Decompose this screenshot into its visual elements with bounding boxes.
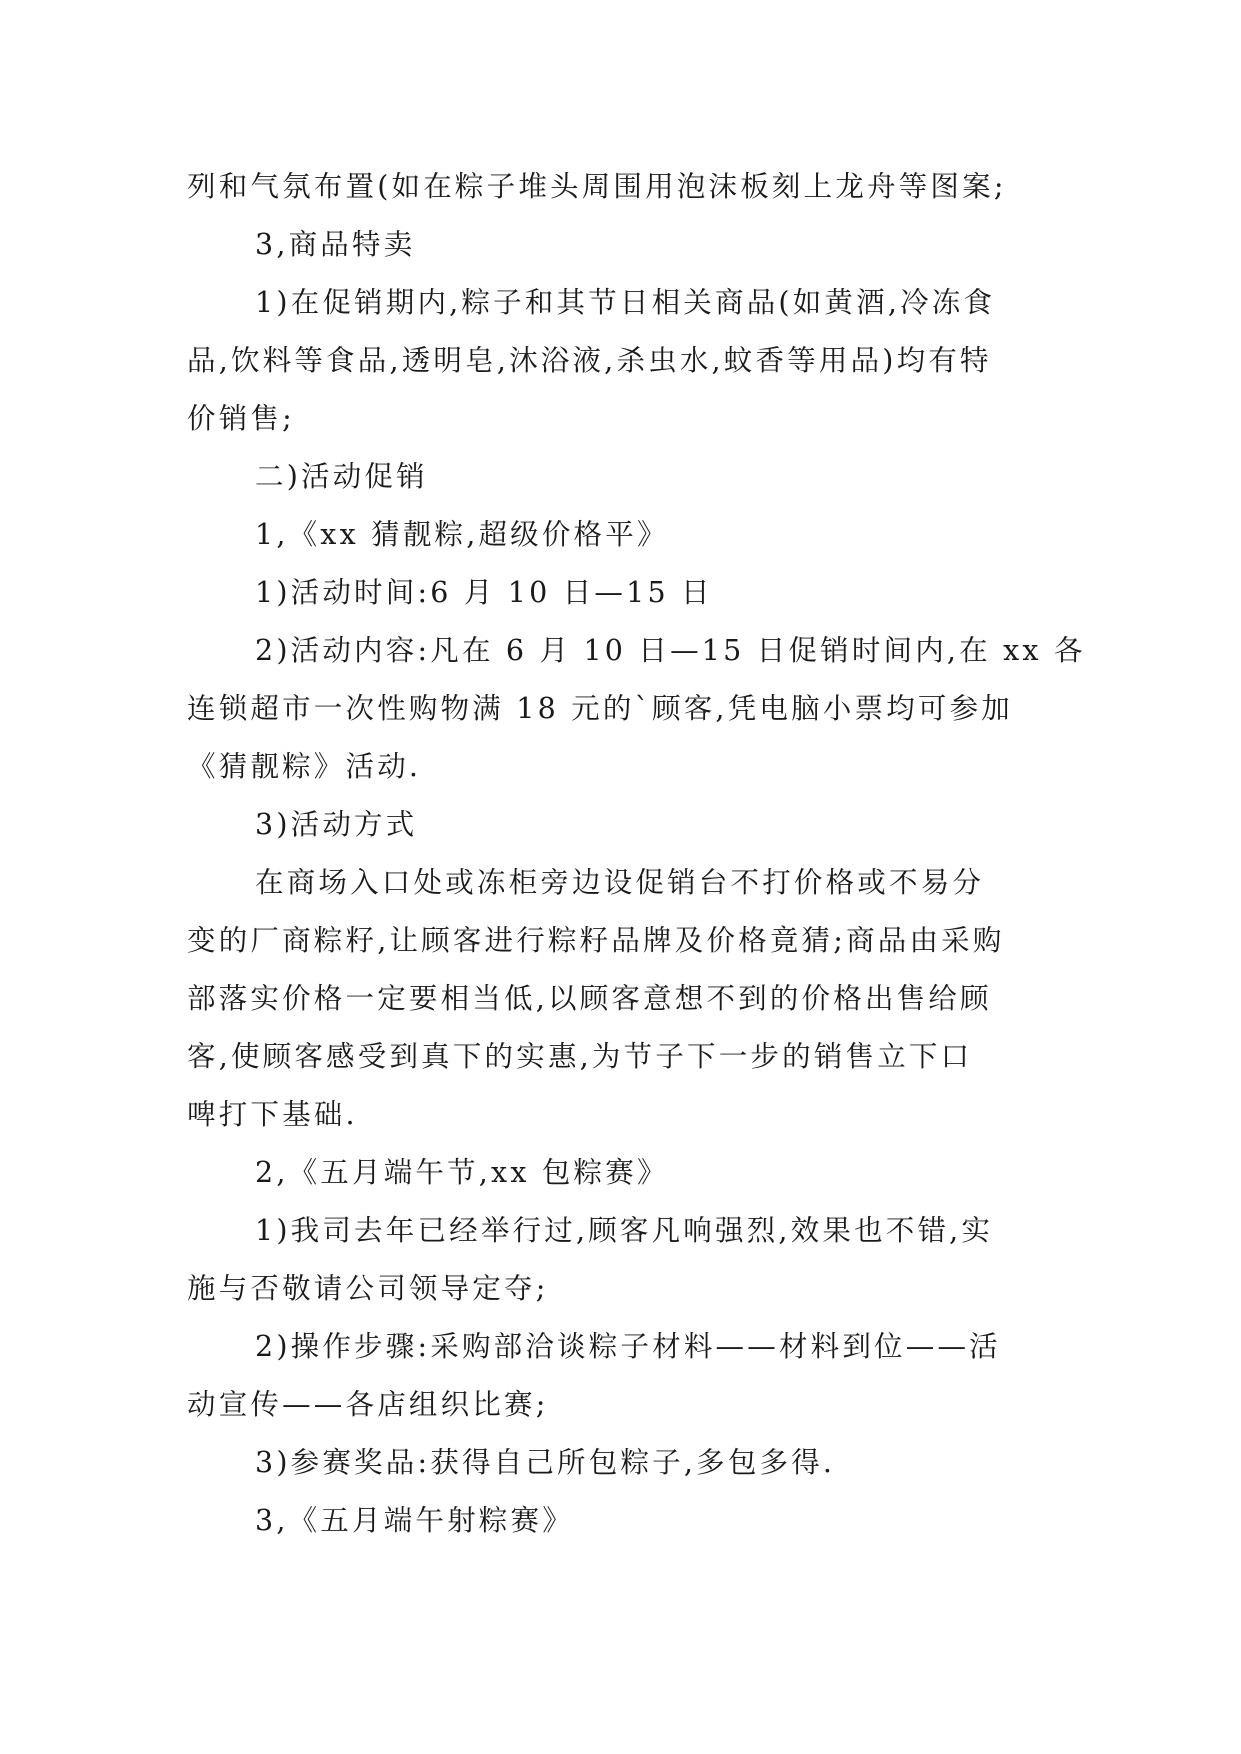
text-line: 连锁超市一次性购物满 18 元的`顾客,凭电脑小票均可参加: [187, 692, 1013, 725]
document-body: [187, 158, 1086, 1550]
section-heading: 2,《五月端午节,xx 包粽赛》: [255, 1156, 669, 1189]
text-line: 啤打下基础.: [187, 1098, 358, 1131]
text-line: 3)参赛奖品:获得自己所包粽子,多包多得.: [255, 1446, 836, 1479]
text-line: 品,饮料等食品,透明皂,沐浴液,杀虫水,蚊香等用品)均有特: [187, 344, 992, 377]
text-line: 列和气氛布置(如在粽子堆头周围用泡沫板刻上龙舟等图案;: [187, 170, 1007, 203]
text-line: 变的厂商粽籽,让顾客进行粽籽品牌及价格竟猜;商品由采购: [187, 924, 1005, 957]
section-heading: 二)活动促销: [255, 460, 428, 493]
section-heading: 3,《五月端午射粽赛》: [255, 1504, 574, 1537]
text-line: 施与否敬请公司领导定夺;: [187, 1272, 549, 1305]
text-line: 在商场入口处或冻柜旁边设促销台不打价格或不易分: [255, 866, 985, 899]
section-heading: 3,商品特卖: [255, 228, 416, 261]
text-line: 1)我司去年已经举行过,顾客凡响强烈,效果也不错,实: [255, 1214, 994, 1247]
text-line: 《猜靓粽》活动.: [187, 750, 422, 783]
text-line: 价销售;: [187, 402, 295, 435]
text-line: 2)活动内容:凡在 6 月 10 日—15 日促销时间内,在 xx 各: [255, 634, 1086, 667]
text-line: 2)操作步骤:采购部洽谈粽子材料——材料到位——活: [255, 1330, 1001, 1363]
section-heading: 1,《xx 猜靓粽,超级价格平》: [255, 518, 669, 551]
section-heading: 3)活动方式: [255, 808, 418, 841]
text-line: 1)活动时间:6 月 10 日—15 日: [255, 576, 713, 609]
text-line: 客,使顾客感受到真下的实惠,为节子下一步的销售立下口: [187, 1040, 973, 1073]
text-line: 部落实价格一定要相当低,以顾客意想不到的价格出售给顾: [187, 982, 992, 1015]
text-line: 1)在促销期内,粽子和其节日相关商品(如黄酒,冷冻食: [255, 286, 996, 319]
text-line: 动宣传——各店组织比赛;: [187, 1388, 549, 1421]
